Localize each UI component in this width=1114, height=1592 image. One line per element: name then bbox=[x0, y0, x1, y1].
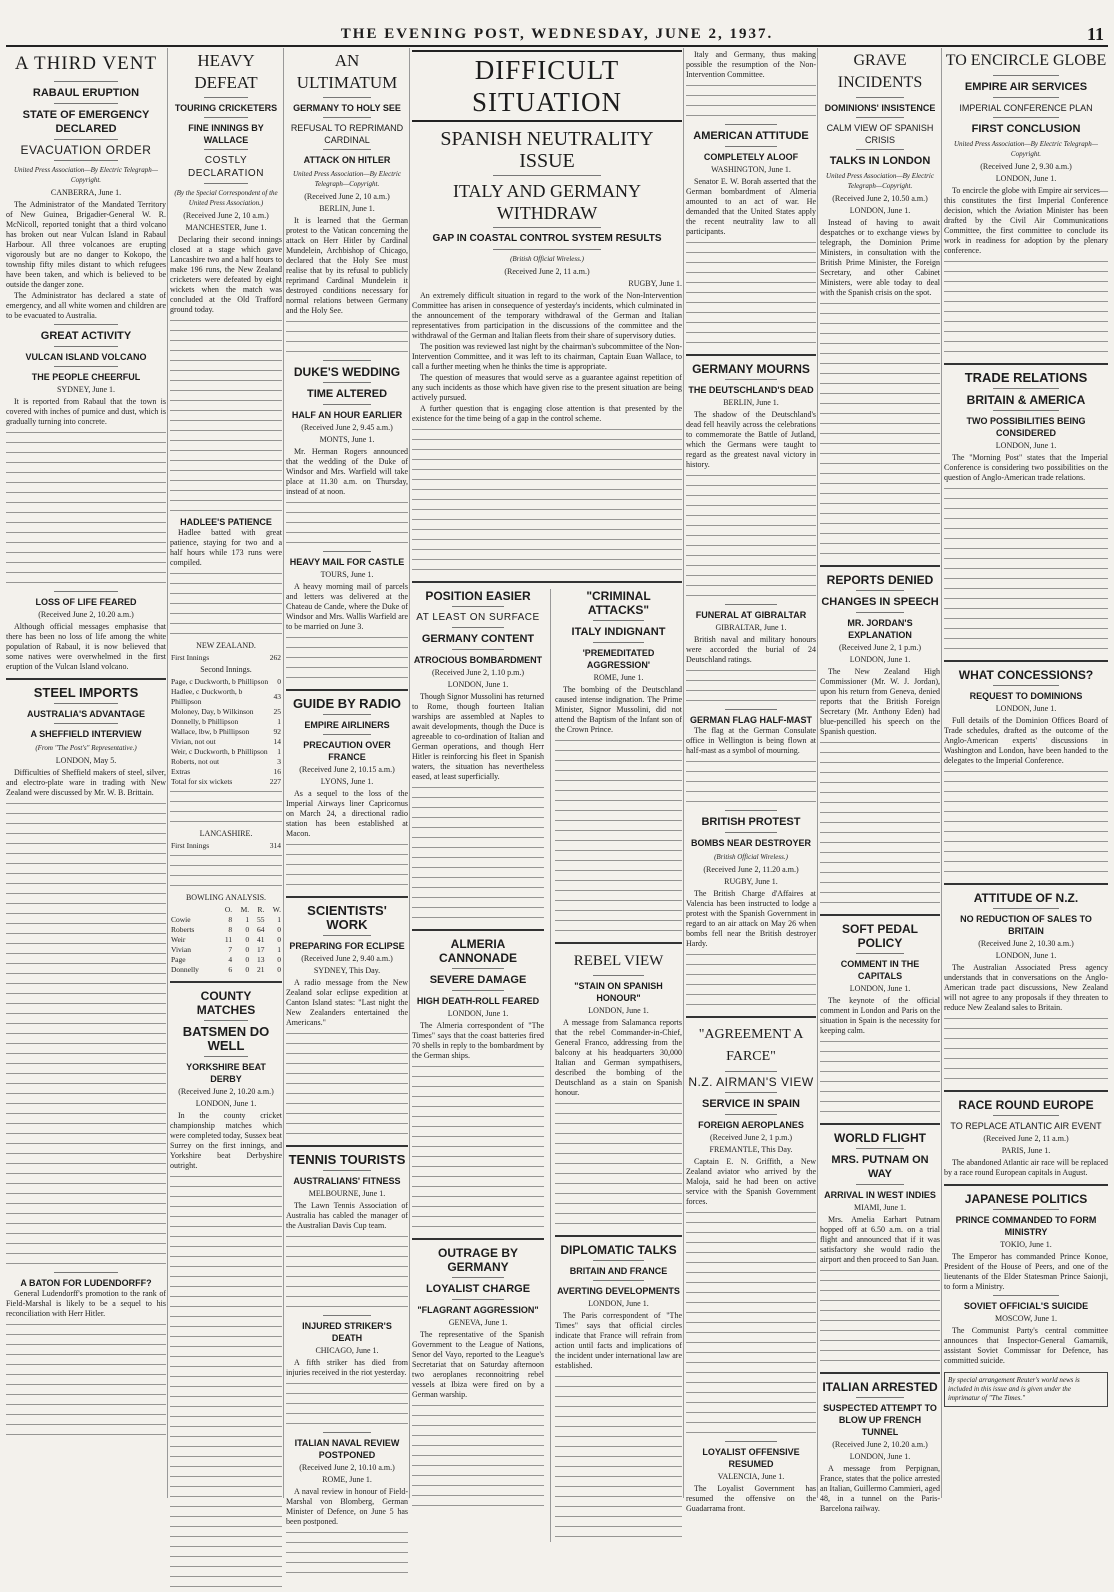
article-paragraph: A further question that is engaging close attention is that presented by the existence for the time being of a gap in the control scheme. bbox=[412, 404, 682, 423]
subhead: CALM VIEW OF SPANISH CRISIS bbox=[826, 123, 934, 145]
bowling-row: Cowie 8 1 55 1 bbox=[171, 915, 281, 924]
body-text-lines bbox=[686, 81, 816, 121]
byline: (British Official Wireless.) bbox=[510, 255, 584, 263]
scorecard-total: Total for six wickets 227 bbox=[171, 777, 281, 786]
article-paragraph: The Australian Associated Press agency understands that in conversations on the Anglo-American trade pact discussions, New Zealand will not agree to any proposals if they threaten to reduce New Zealand sales to Britain. bbox=[944, 963, 1108, 1012]
headline-british-protest: BRITISH PROTEST bbox=[701, 816, 801, 828]
headline-what-concessions: WHAT CONCESSIONS? bbox=[958, 668, 1094, 682]
batting-row: Extras 16 bbox=[171, 767, 281, 776]
body-text-lines bbox=[555, 1372, 682, 1542]
article-paragraph: A radio message from the New Zealand solar eclipse expedition at Canton Island states: "Last night the New Zealanders entertained the Americans." bbox=[286, 978, 408, 1027]
headline-reports-denied: REPORTS DENIED bbox=[826, 573, 934, 587]
received-line: (Received June 2, 11 a.m.) bbox=[983, 1134, 1069, 1143]
received-line: (Received June 2, 10 a.m.) bbox=[183, 211, 269, 220]
subhead: GERMAN FLAG HALF-MAST bbox=[690, 715, 812, 725]
article-paragraph: British naval and military honours were accorded the burial of 24 Deutschland ratings. bbox=[686, 635, 816, 664]
article-paragraph: The "Morning Post" states that the Imperial Conference is considering two possibilities on the question of Anglo-American trade relations. bbox=[944, 453, 1108, 482]
received-line: (Received June 2, 11.20 a.m.) bbox=[703, 865, 799, 874]
subhead: CHANGES IN SPEECH bbox=[821, 596, 939, 608]
dateline: SYDNEY, June 1. bbox=[56, 385, 116, 394]
headline-difficult-situation: DIFFICULT SITUATION bbox=[412, 50, 682, 122]
article-paragraph: As a sequel to the loss of the Imperial Airways liner Capricornus on March 24, a directional radio station has been established at Macon. bbox=[286, 789, 408, 838]
article-paragraph: The question of measures that would serve as a guarantee against repetition of any such incidents as those which have given rise to the present situation are being actively pursued. bbox=[412, 373, 682, 402]
dateline: LONDON, June 1. bbox=[995, 951, 1057, 960]
article-paragraph: General Ludendorff's promotion to the rank of Field-Marshal is likely to be a sequel to his reconciliation with Herr Hitler. bbox=[6, 1289, 166, 1318]
body-text-lines bbox=[686, 1208, 816, 1438]
column-divider bbox=[283, 48, 284, 1498]
body-text-lines bbox=[170, 316, 282, 516]
body-text-lines bbox=[944, 484, 1108, 654]
article-paragraph: It is learned that the German protest to the Vatican concerning the attack on Herr Hitler by Cardinal Mundelein, Archbishop of Chicago, declared that the Holy See must realise that by its refusal to publicly reprimand Cardinal Mundelein it destroyed conditions necessary for normal relations between Germany and the Holy See. bbox=[286, 216, 408, 315]
article-paragraph: A heavy morning mail of parcels and letters was delivered at the Chateau de Cande, where the Duke of Windsor and Mrs. Wallis Warfield are to be married on June 3. bbox=[286, 582, 408, 631]
reuters-notice: By special arrangement Reuter's world news is included in this issue and is given under the imprimatur of "The Times." bbox=[944, 1372, 1108, 1407]
dateline: ROME, June 1. bbox=[322, 1475, 372, 1484]
dateline: LONDON, June 1. bbox=[195, 1099, 257, 1108]
article-paragraph: The Communist Party's central committee announces that Inspector-General Gamarnik, assistant Soviet Commissar for Defence, has committed suicide. bbox=[944, 1326, 1108, 1365]
subhead: MRS. PUTNAM ON WAY bbox=[831, 1154, 929, 1180]
column-divider bbox=[683, 48, 684, 1498]
subhead: ATTACK ON HITLER bbox=[303, 155, 391, 165]
body-text-lines bbox=[6, 1320, 166, 1440]
article-paragraph: The Paris correspondent of "The Times" says that official circles indicate that France will refrain from action until facts and implications of the incident under international law are established. bbox=[555, 1311, 682, 1370]
received-line: (Received June 2, 1.10 p.m.) bbox=[432, 668, 524, 677]
headline-soft-pedal-policy: SOFT PEDAL POLICY bbox=[841, 922, 918, 950]
received-line: (Received June 2, 10.20 a.m.) bbox=[178, 1087, 274, 1096]
article-paragraph: A naval review in honour of Field-Marshal von Blomberg, German Minister of Defence, on June 5 has been postponed. bbox=[286, 1487, 408, 1526]
body-text-lines bbox=[686, 471, 816, 601]
headline-race-round-europe: RACE ROUND EUROPE bbox=[958, 1098, 1094, 1112]
article-paragraph: Declaring their second innings closed at a stage which gave Lancashire two and a half hours to make 196 runs, the New Zealand cricketers were defeated by eight wickets when the match was concluded at the Old Trafford ground today. bbox=[170, 235, 282, 314]
body-text-lines bbox=[944, 257, 1108, 357]
article-paragraph: It is reported from Rabaul that the town is covered with inches of pumice and dust, which is gradually turning into concrete. bbox=[6, 397, 166, 426]
headline-heavy-defeat: HEAVY DEFEAT bbox=[194, 51, 258, 92]
received-line: (Received June 2, 9.45 a.m.) bbox=[301, 423, 393, 432]
subhead: GREAT ACTIVITY bbox=[40, 330, 132, 342]
headline-third-vent: A THIRD VENT bbox=[14, 53, 158, 74]
byline: United Press Association—By Electric Telegraph—Copyright. bbox=[293, 170, 401, 188]
body-text-lines bbox=[170, 1172, 282, 1592]
dateline: LONDON, June 1. bbox=[995, 441, 1057, 450]
subhead: HALF AN HOUR EARLIER bbox=[291, 410, 403, 420]
subhead: LOYALIST CHARGE bbox=[425, 1283, 531, 1295]
subhead: FINE INNINGS BY WALLACE bbox=[188, 123, 264, 145]
subhead: IMPERIAL CONFERENCE PLAN bbox=[959, 103, 1093, 113]
article-paragraph: The keynote of the official comment in London and Paris on the situation in Spain is the necessity for keeping calm. bbox=[820, 996, 940, 1035]
body-text-lines bbox=[686, 950, 816, 1010]
bowling-header-row: O. M. R. W. bbox=[224, 905, 281, 914]
batting-row: Vivian, not out 14 bbox=[171, 737, 281, 746]
received-line: (Received June 2, 1 p.m.) bbox=[839, 643, 921, 652]
dateline: LONDON, June 1. bbox=[447, 1009, 509, 1018]
headline-american-attitude: AMERICAN ATTITUDE bbox=[693, 130, 809, 142]
subhead: SEVERE DAMAGE bbox=[429, 974, 527, 986]
dateline: LONDON, June 1. bbox=[588, 1006, 649, 1015]
dateline: FREMANTLE, This Day. bbox=[709, 1145, 793, 1154]
article-paragraph: The abandoned Atlantic air race will be replaced by a race round European capitals in August. bbox=[944, 1158, 1108, 1177]
received-line: (Received June 2, 11 a.m.) bbox=[504, 267, 590, 276]
headline-ultimatum: AN ULTIMATUM bbox=[296, 51, 398, 92]
subhead: "STAIN ON SPANISH HONOUR" bbox=[574, 981, 663, 1003]
subhead: HIGH DEATH-ROLL FEARED bbox=[416, 996, 540, 1006]
subhead: EVACUATION ORDER bbox=[20, 143, 152, 157]
masthead-rule bbox=[6, 45, 1108, 47]
headline-guide-by-radio: GUIDE BY RADIO bbox=[292, 696, 402, 711]
subhead: TO REPLACE ATLANTIC AIR EVENT bbox=[950, 1121, 1102, 1131]
bowling-analysis bbox=[170, 905, 282, 975]
headline-tennis-tourists: TENNIS TOURISTS bbox=[288, 1152, 406, 1167]
subhead: REQUEST TO DOMINIONS bbox=[969, 691, 1083, 701]
bowling-heading: BOWLING ANALYSIS. bbox=[185, 893, 267, 902]
article-paragraph: The Emperor has commanded Prince Konoe, President of the House of Peers, and one of the lieutenants of the Elder Statesman Prince Saionji, to form a Ministry. bbox=[944, 1252, 1108, 1291]
dateline: WASHINGTON, June 1. bbox=[711, 165, 791, 174]
article-paragraph: The flag at the German Consulate office in Wellington is being flown at half-mast as a symbol of mourning. bbox=[686, 726, 816, 755]
headline-diplomatic-talks: DIPLOMATIC TALKS bbox=[560, 1243, 677, 1257]
headline-scientists-work: SCIENTISTS' WORK bbox=[307, 903, 387, 932]
headline-agreement-a-farce: "AGREEMENT A FARCE" bbox=[698, 1027, 804, 1064]
dateline: BERLIN, June 1. bbox=[319, 204, 375, 213]
batting-scorecard bbox=[170, 677, 282, 777]
headline-county-matches: COUNTY MATCHES bbox=[196, 989, 256, 1017]
article-paragraph: To encircle the globe with Empire air services—this constitutes the first Imperial Conference decision, which the Aviation Minister has been drafted by the Civil Air Communications Committee, the first committee to conclude its work in readiness for adoption by the plenary conference. bbox=[944, 186, 1108, 255]
batting-row: Moloney, Day, b Wilkinson 25 bbox=[171, 707, 281, 716]
batting-row: Donnelly, b Phillipson 1 bbox=[171, 717, 281, 726]
subhead: GERMANY CONTENT bbox=[421, 633, 535, 645]
subhead: COSTLY DECLARATION bbox=[188, 155, 264, 179]
body-text-lines bbox=[820, 1037, 940, 1117]
subhead: YORKSHIRE BEAT DERBY bbox=[186, 1062, 266, 1084]
article-paragraph: Hadlee batted with great patience, staying for two and a half hours while 173 runs were compiled. bbox=[170, 528, 282, 567]
body-text-lines bbox=[412, 1062, 544, 1232]
subhead: BRITAIN & AMERICA bbox=[966, 393, 1086, 407]
headline-position-easier: POSITION EASIER bbox=[425, 589, 531, 603]
headline-dukes-wedding: DUKE'S WEDDING bbox=[293, 365, 401, 379]
subhead: ATROCIOUS BOMBARDMENT bbox=[413, 655, 543, 665]
body-text-lines bbox=[286, 498, 408, 548]
dateline: LONDON, June 1. bbox=[849, 1452, 911, 1461]
subhead: A SHEFFIELD INTERVIEW bbox=[30, 729, 142, 739]
subhead: SERVICE IN SPAIN bbox=[701, 1098, 800, 1110]
column-grave-incidents bbox=[820, 50, 940, 1513]
subhead: EMPIRE AIR SERVICES bbox=[964, 81, 1088, 93]
masthead bbox=[0, 0, 1114, 44]
received-line: (Received June 2, 10.30 a.m.) bbox=[978, 939, 1074, 948]
dateline: LONDON, June 1. bbox=[849, 984, 911, 993]
dateline: MOSCOW, June 1. bbox=[995, 1314, 1057, 1323]
scorecard-team: LANCASHIRE. bbox=[199, 829, 253, 838]
headline-criminal-attacks: "CRIMINAL ATTACKS" bbox=[586, 589, 651, 617]
article-paragraph: Though Signor Mussolini has returned to Rome, though fourteen Italian warships are assembled at Naples to await developments, though the Duce is agreeable to co-ordination of Italian and German operations, and though Herr Hitler is reinforcing his fleet in Spanish waters, the situation has nevertheless eased, at least superficially. bbox=[412, 692, 544, 781]
dateline: GIBRALTAR, June 1. bbox=[715, 623, 787, 632]
body-text-lines bbox=[555, 736, 682, 936]
dateline: MANCHESTER, June 1. bbox=[185, 223, 267, 232]
body-text-lines bbox=[170, 569, 282, 639]
subhead: "FLAGRANT AGGRESSION" bbox=[417, 1305, 539, 1315]
bowling-row: Roberts 8 0 64 0 bbox=[171, 925, 281, 934]
batting-row: Roberts, not out 3 bbox=[171, 757, 281, 766]
article-paragraph: Mrs. Amelia Earhart Putnam hopped off at 6.50 a.m. on a trial flight and announced that if it was satisfactory she would radio the airport and then proceed to San Juan. bbox=[820, 1215, 940, 1264]
byline: United Press Association—By Electric Telegraph—Copyright. bbox=[13, 166, 158, 184]
subhead: PREPARING FOR ECLIPSE bbox=[289, 941, 405, 951]
bowling-row: Page 4 0 13 0 bbox=[171, 955, 281, 964]
column-divider bbox=[409, 48, 410, 1498]
headline-steel-imports: STEEL IMPORTS bbox=[33, 685, 139, 700]
batting-row: Wallace, lbw, b Phillipson 92 bbox=[171, 727, 281, 736]
subhead: REFUSAL TO REPRIMAND CARDINAL bbox=[290, 123, 404, 145]
body-text-lines bbox=[286, 840, 408, 890]
subhead: VULCAN ISLAND VOLCANO bbox=[25, 352, 147, 362]
article-paragraph: The Almeria correspondent of "The Times" says that the coast batteries fired 70 shells in reply to the bombardment by the German ships. bbox=[412, 1021, 544, 1060]
subhead: BRITAIN AND FRANCE bbox=[569, 1266, 668, 1276]
body-text-lines bbox=[412, 783, 544, 923]
scorecard-team: NEW ZEALAND. bbox=[196, 641, 256, 650]
body-text-lines bbox=[686, 238, 816, 348]
body-text-lines bbox=[686, 666, 816, 706]
received-line: (Received June 2, 10.50 a.m.) bbox=[832, 194, 928, 203]
dateline: MIAMI, June 1. bbox=[854, 1203, 906, 1212]
bowling-row: Vivian 7 0 17 1 bbox=[171, 945, 281, 954]
column-cricket bbox=[170, 50, 282, 1498]
newspaper-date-line: THE EVENING POST, WEDNESDAY, JUNE 2, 1937. bbox=[340, 26, 774, 42]
subcolumn-right bbox=[550, 589, 682, 1542]
subhead: 'PREMEDITATED AGGRESSION' bbox=[582, 648, 655, 670]
dateline: VALENCIA, June 1. bbox=[717, 1472, 785, 1481]
column-divider bbox=[817, 48, 818, 1498]
body-text-lines bbox=[820, 738, 940, 908]
article-paragraph: The Lawn Tennis Association of Australia has cabled the manager of the Australian Davis Cup team. bbox=[286, 1201, 408, 1230]
subhead: TWO POSSIBILITIES BEING CONSIDERED bbox=[966, 416, 1086, 438]
subhead: SUSPECTED ATTEMPT TO BLOW UP FRENCH TUNNEL bbox=[823, 1403, 937, 1437]
subhead: ITALIAN NAVAL REVIEW POSTPONED bbox=[294, 1438, 400, 1460]
page-number: 11 bbox=[1086, 24, 1104, 44]
body-text-lines bbox=[6, 799, 166, 1269]
headline-trade-relations: TRADE RELATIONS bbox=[964, 370, 1088, 385]
article-paragraph: A message from Salamanca reports that the rebel Commander-in-Chief, General Franco, addressing from the balcony at his headquarters 30,000 Italian and German sympathisers, described the bombing of the Deutschland as a stain on Spanish honour. bbox=[555, 1018, 682, 1097]
subhead: ITALY AND GERMANY WITHDRAW bbox=[452, 181, 642, 223]
batting-row: Page, c Duckworth, b Phillipson 0 bbox=[171, 677, 281, 686]
scorecard-lancs: First Innings 314 bbox=[171, 841, 281, 850]
dateline: BERLIN, June 1. bbox=[723, 398, 779, 407]
article-paragraph: An extremely difficult situation in regard to the work of the Non-Intervention Committee has arisen in consequence of yesterday's incidents, which culminated in the announcement of the temporary withdrawal of the German and Italian representatives from participation in the discussions of the committee and the withdrawal of the German and Italian fleets from their share of supervisory duties. bbox=[412, 291, 682, 340]
received-line: (Received June 2, 10.10 a.m.) bbox=[299, 1463, 395, 1472]
body-text-lines bbox=[170, 787, 282, 827]
subhead: RABAUL ERUPTION bbox=[32, 87, 140, 99]
dateline: TOURS, June 1. bbox=[320, 570, 374, 579]
body-text-lines bbox=[286, 1379, 408, 1429]
dateline: MELBOURNE, June 1. bbox=[308, 1189, 386, 1198]
headline-attitude-of-nz: ATTITUDE OF N.Z. bbox=[973, 891, 1079, 905]
byline: (From "The Post's" Representative.) bbox=[35, 744, 137, 752]
subhead: LOYALIST OFFENSIVE RESUMED bbox=[702, 1447, 800, 1469]
subhead: LOSS OF LIFE FEARED bbox=[35, 597, 137, 607]
received-line: (Received June 2, 10.20 a.m.) bbox=[38, 610, 134, 619]
column-encircle-globe bbox=[944, 50, 1108, 1498]
dateline: RUGBY, June 1. bbox=[628, 279, 682, 288]
dateline: LONDON, June 1. bbox=[849, 206, 911, 215]
body-text-lines bbox=[555, 1099, 682, 1229]
article-paragraph: Senator E. W. Borah asserted that the German bombardment of Almeria amounted to an act of war. He demanded that the United States apply the recent neutrality law to all participants. bbox=[686, 177, 816, 236]
subhead: HEAVY MAIL FOR CASTLE bbox=[289, 557, 405, 567]
body-text-lines bbox=[944, 767, 1108, 877]
subhead: AUSTRALIANS' FITNESS bbox=[293, 1176, 401, 1186]
subhead: AUSTRALIA'S ADVANTAGE bbox=[27, 709, 145, 719]
headline-encircle-globe: TO ENCIRCLE GLOBE bbox=[945, 52, 1107, 69]
batting-row: Weir, c Duckworth, b Phillipson 1 bbox=[171, 747, 281, 756]
byline: (British Official Wireless.) bbox=[714, 853, 788, 861]
subhead: COMMENT IN THE CAPITALS bbox=[840, 959, 920, 981]
body-text-lines bbox=[170, 851, 282, 891]
body-text-lines bbox=[686, 757, 816, 807]
article-paragraph: A fifth striker has died from injuries received in the riot yesterday. bbox=[286, 1358, 408, 1377]
body-text-lines bbox=[6, 428, 166, 588]
article-paragraph: The position was reviewed last night by the chairman's subcommittee of the Non-Intervention Committee, and it was left to its chairman, Captain Euan Wallace, to call a further meeting when he thinks the time is appropriate. bbox=[412, 342, 682, 371]
body-text-lines bbox=[286, 317, 408, 357]
column-reactions bbox=[686, 50, 816, 1513]
subhead: INJURED STRIKER'S DEATH bbox=[302, 1321, 392, 1343]
subhead: PRECAUTION OVER FRANCE bbox=[303, 740, 391, 762]
subhead: N.Z. AIRMAN'S VIEW bbox=[688, 1075, 814, 1089]
received-line: (Received June 2, 9.30 a.m.) bbox=[980, 162, 1072, 171]
dateline: LYONS, June 1. bbox=[320, 777, 374, 786]
article-paragraph: A message from Perpignan, France, states that the police arrested an Italian, Guillermo Cammieri, aged 48, in a tunnel on the Paris-Barcelona railway. bbox=[820, 1464, 940, 1513]
column-divider bbox=[167, 48, 168, 1498]
subhead: NO REDUCTION OF SALES TO BRITAIN bbox=[960, 914, 1092, 936]
body-text-lines bbox=[286, 633, 408, 683]
subcolumn-left bbox=[412, 589, 544, 1542]
dateline: GENEVA, June 1. bbox=[448, 1318, 508, 1327]
subhead: STATE OF EMERGENCY DECLARED bbox=[22, 109, 150, 135]
dateline: CHICAGO, June 1. bbox=[315, 1346, 379, 1355]
article-paragraph: Although official messages emphasise that there has been no loss of life among the white population of Rabaul, it is now believed that some natives were overwhelmed in the first eruption of the Vulcan Island volcano. bbox=[6, 622, 166, 671]
byline: (By the Special Correspondent of the United Press Association.) bbox=[174, 189, 278, 207]
dateline: ROME, June 1. bbox=[593, 673, 644, 682]
article-paragraph: Difficulties of Sheffield makers of steel, silver, and electro-plate ware in trading with New Zealand were discussed by Mr. W. B. Brittain. bbox=[6, 768, 166, 797]
dateline: CANBERRA, June 1. bbox=[50, 188, 122, 197]
dateline: PARIS, June 1. bbox=[1001, 1146, 1051, 1155]
article-paragraph: The shadow of the Deutschland's dead fell heavily across the celebrations to commemorate the Battle of Jutland, which the Germans were taught to regard as the greatest naval victory in history. bbox=[686, 410, 816, 469]
subhead: COMPLETELY ALOOF bbox=[703, 152, 799, 162]
headline-japanese-politics: JAPANESE POLITICS bbox=[964, 1192, 1088, 1206]
body-text-lines bbox=[820, 299, 940, 559]
article-paragraph: Captain E. N. Griffith, a New Zealand aviator who arrived by the Maloja, said he had been on active service with the Spanish Government forces. bbox=[686, 1157, 816, 1206]
subhead: BATSMEN DO WELL bbox=[182, 1024, 270, 1053]
scorecard-first-innings: First Innings 262 bbox=[171, 653, 281, 662]
body-text-lines bbox=[286, 1029, 408, 1139]
subhead: PRINCE COMMANDED TO FORM MINISTRY bbox=[955, 1215, 1097, 1237]
byline: United Press Association—By Electric Telegraph—Copyright. bbox=[826, 172, 934, 190]
subhead: TIME ALTERED bbox=[306, 388, 388, 400]
subhead: AVERTING DEVELOPMENTS bbox=[557, 1286, 680, 1296]
article-paragraph: Full details of the Dominion Offices Board of Trade schedules, drafted as the outcome of the Anglo-American experts' discussions in Washington and London, have been handed to the delegates to the Imperial Conference. bbox=[944, 716, 1108, 765]
dateline: LONDON, June 1. bbox=[995, 174, 1057, 183]
subhead: FIRST CONCLUSION bbox=[971, 123, 1081, 135]
batting-row: Hadlee, c Duckworth, b Phillipson 43 bbox=[171, 687, 281, 706]
body-text-lines bbox=[286, 1232, 408, 1312]
subhead: HADLEE'S PATIENCE bbox=[180, 517, 272, 527]
body-text-lines bbox=[412, 425, 682, 575]
scorecard-heading: Second Innings. bbox=[200, 665, 252, 674]
article-paragraph: The New Zealand High Commissioner (Mr. W. J. Jordan), upon his return from Geneva, denied reports that the British Foreign Secretary (Mr. Anthony Eden) had blue-pencilled his speech on the Spanish question. bbox=[820, 667, 940, 736]
subhead: DOMINIONS' INSISTENCE bbox=[824, 103, 936, 113]
headline-outrage-by-germany: OUTRAGE BY GERMANY bbox=[437, 1246, 518, 1274]
column-spanish-neutrality bbox=[412, 50, 682, 1498]
received-line: (Received June 2, 10.20 a.m.) bbox=[832, 1440, 928, 1449]
dateline: TOKIO, June 1. bbox=[1000, 1240, 1052, 1249]
column-ultimatum bbox=[286, 50, 408, 1526]
received-line: (Received June 2, 10.15 a.m.) bbox=[299, 765, 395, 774]
subhead: MR. JORDAN'S EXPLANATION bbox=[847, 618, 913, 640]
received-line: (Received June 2, 1 p.m.) bbox=[710, 1133, 792, 1142]
article-paragraph: In the county cricket championship matches which were completed today, Sussex beat Surrey on the first innings, and Yorkshire beat Derbyshire outright. bbox=[170, 1111, 282, 1170]
body-text-lines bbox=[944, 1014, 1108, 1084]
subhead: TALKS IN LONDON bbox=[829, 155, 931, 167]
subhead: AT LEAST ON SURFACE bbox=[416, 612, 540, 623]
article-paragraph: The representative of the Spanish Government to the League of Nations, Senor del Vayo, reported to the League's Secretariat that on Saturday afternoon two aeroplanes reconnoitring rebel vessels at Ibiza were fired on by a German warship. bbox=[412, 1330, 544, 1399]
article-paragraph: The bombing of the Deutschland caused intense indignation. The Prime Minister, Signor Mussolini, did not attend the Baptism of the Infant son of the Crown Prince. bbox=[555, 685, 682, 734]
body-text-lines bbox=[286, 1528, 408, 1578]
body-text-lines bbox=[820, 1266, 940, 1366]
headline-germany-mourns: GERMANY MOURNS bbox=[692, 362, 810, 376]
subhead: THE DEUTSCHLAND'S DEAD bbox=[688, 385, 814, 395]
headline-italian-arrested: ITALIAN ARRESTED bbox=[822, 1380, 938, 1394]
body-text-lines bbox=[412, 1401, 544, 1511]
subhead: FOREIGN AEROPLANES bbox=[698, 1120, 804, 1130]
dateline: LONDON, June 1. bbox=[588, 1299, 649, 1308]
dateline: RUGBY, June 1. bbox=[724, 877, 778, 886]
article-paragraph: The Loyalist Government has resumed the offensive on the Guadarrama front. bbox=[686, 1484, 816, 1513]
dateline: LONDON, May 5. bbox=[55, 756, 117, 765]
subhead: GAP IN COASTAL CONTROL SYSTEM RESULTS bbox=[432, 233, 662, 244]
subhead: ITALY INDIGNANT bbox=[571, 626, 666, 638]
subhead: FUNERAL AT GIBRALTAR bbox=[695, 610, 807, 620]
subhead: GERMANY TO HOLY SEE bbox=[293, 103, 401, 113]
article-paragraph: Mr. Herman Rogers announced that the wedding of the Duke of Windsor and Mrs. Warfield will take place at 11.30 a.m. on Thursday, instead of at noon. bbox=[286, 447, 408, 496]
dateline: SYDNEY, This Day. bbox=[313, 966, 381, 975]
article-paragraph: The British Charge d'Affaires at Valencia has been instructed to lodge a protest with the Spanish Government in regard to an air attack on May 26 when bombs fell near the British destroyer Hardy. bbox=[686, 889, 816, 948]
dateline: LONDON, June 1. bbox=[995, 704, 1057, 713]
subhead: A BATON FOR LUDENDORFF? bbox=[20, 1278, 152, 1288]
subhead: TOURING CRICKETERS bbox=[174, 103, 278, 113]
article-paragraph: Italy and Germany, thus making possible the resumption of the Non-Intervention Committee. bbox=[686, 50, 816, 79]
dateline: MONTS, June 1. bbox=[319, 435, 375, 444]
column-rabaul bbox=[6, 50, 166, 1498]
article-paragraph: The Administrator has declared a state of emergency, and all white women and children are to be evacuated to Australia. bbox=[6, 291, 166, 320]
byline: United Press Association—By Electric Telegraph—Copyright. bbox=[953, 140, 1098, 158]
subhead: SOVIET OFFICIAL'S SUICIDE bbox=[963, 1301, 1089, 1311]
subhead: ARRIVAL IN WEST INDIES bbox=[824, 1190, 936, 1200]
received-line: (Received June 2, 10 a.m.) bbox=[304, 192, 390, 201]
column-divider bbox=[941, 48, 942, 1498]
dateline: LONDON, June 1. bbox=[849, 655, 911, 664]
subhead: EMPIRE AIRLINERS bbox=[304, 720, 390, 730]
headline-rebel-view: REBEL VIEW bbox=[573, 953, 664, 969]
article-paragraph: Instead of having to await despatches or to exchange views by telegraph, the Dominion Prime Ministers, in consultation with the British Prime Minister, the Foreign Secretary, and other Cabinet Ministers, were able today to deal with the Spanish crisis on the spot. bbox=[820, 218, 940, 297]
article-paragraph: The Administrator of the Mandated Territory of New Guinea, Brigadier-General W. R. McNicoll, reported tonight that a third volcano has broken out near Vulcan Island in Rabaul Harbour. All three volcanoes are erupting vigorously but are no danger to Kokopo, the township fifty miles distant to which refugees have been taken, and which is believed to be outside the danger zone. bbox=[6, 200, 166, 289]
received-line: (Received June 2, 9.40 a.m.) bbox=[301, 954, 393, 963]
headline-world-flight: WORLD FLIGHT bbox=[834, 1131, 926, 1145]
subhead: BOMBS NEAR DESTROYER bbox=[690, 838, 811, 848]
subhead: THE PEOPLE CHEERFUL bbox=[31, 372, 141, 382]
subhead: SPANISH NEUTRALITY ISSUE bbox=[440, 128, 654, 172]
dateline: LONDON, June 1. bbox=[447, 680, 509, 689]
bowling-row: Donnelly 6 0 21 0 bbox=[171, 965, 281, 974]
bowling-row: Weir 11 0 41 0 bbox=[171, 935, 281, 944]
headline-grave-incidents: GRAVE INCIDENTS bbox=[837, 52, 923, 91]
headline-almeria-cannonade: ALMERIA CANNONADE bbox=[439, 937, 517, 965]
